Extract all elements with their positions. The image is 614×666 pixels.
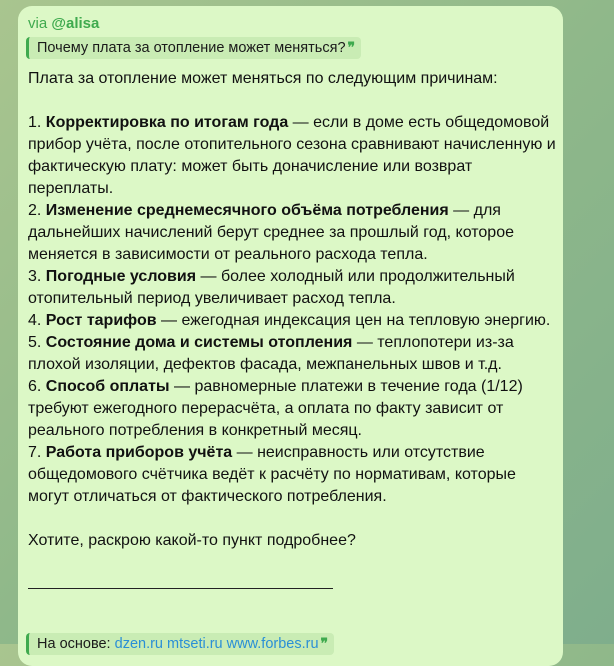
list-item: 3. Погодные условия — более холодный или продолжительный отопительный период увеличивает расход тепла. [28,268,515,307]
item-title: Работа приборов учёта [45,444,233,461]
list-item: 6. Способ оплаты — равномерные платежи в течение года (1/12) требуют ежегодного перерасчёта, а оплата по факту зависит от реального потребления в конкретный месяц. [28,378,523,439]
item-title: Погодные условия [45,268,197,285]
bot-username-link[interactable]: @alisa [51,15,100,32]
reply-quote[interactable]: Почему плата за отопление может меняться? ❞ [26,37,361,59]
item-title: Корректировка по итогам года [45,114,289,131]
source-link[interactable]: www.forbes.ru [226,636,319,652]
item-title: Изменение среднемесячного объёма потребления [45,202,449,219]
message-bubble [18,6,563,666]
message-text [28,68,556,589]
list-item: 1. Корректировка по итогам года — если в доме есть общедомовой прибор учёта, после отопительного сезона сравнивают начисленную и фактическую плату: может быть доначисление или возврат переплаты. [28,114,556,197]
sources-quote: На основе: dzen.ru mtseti.ru www.forbes.ru ❞ [26,633,334,655]
via-bot-label: via @alisa [28,15,100,32]
quote-icon: ❞ [347,39,356,55]
list-item: 2. Изменение среднемесячного объёма потребления — для дальнейших начислений берут среднее за прошлый год, которое меняется в зависимости от реального расхода тепла. [28,202,514,263]
quote-icon: ❞ [320,635,329,651]
divider [28,588,333,589]
item-title: Рост тарифов [45,312,157,329]
source-link[interactable]: mtseti.ru [167,636,223,652]
intro-text: Плата за отопление может меняться по следующим причинам: [28,70,498,87]
source-link[interactable]: dzen.ru [114,636,163,652]
item-title: Состояние дома и системы отопления [45,334,353,351]
list-item: 7. Работа приборов учёта — неисправность или отсутствие общедомового счётчика ведёт к расчёту по нормативам, которые могут отличаться от фактического потребления. [28,444,516,505]
closing-text: Хотите, раскрою какой-то пункт подробнее? [28,532,356,549]
list-item: 5. Состояние дома и системы отопления — теплопотери из-за плохой изоляции, дефектов фасада, межпанельных швов и т.д. [28,334,514,373]
list-item: 4. Рост тарифов — ежегодная индексация цен на тепловую энергию. [28,312,551,329]
item-title: Способ оплаты [45,378,170,395]
